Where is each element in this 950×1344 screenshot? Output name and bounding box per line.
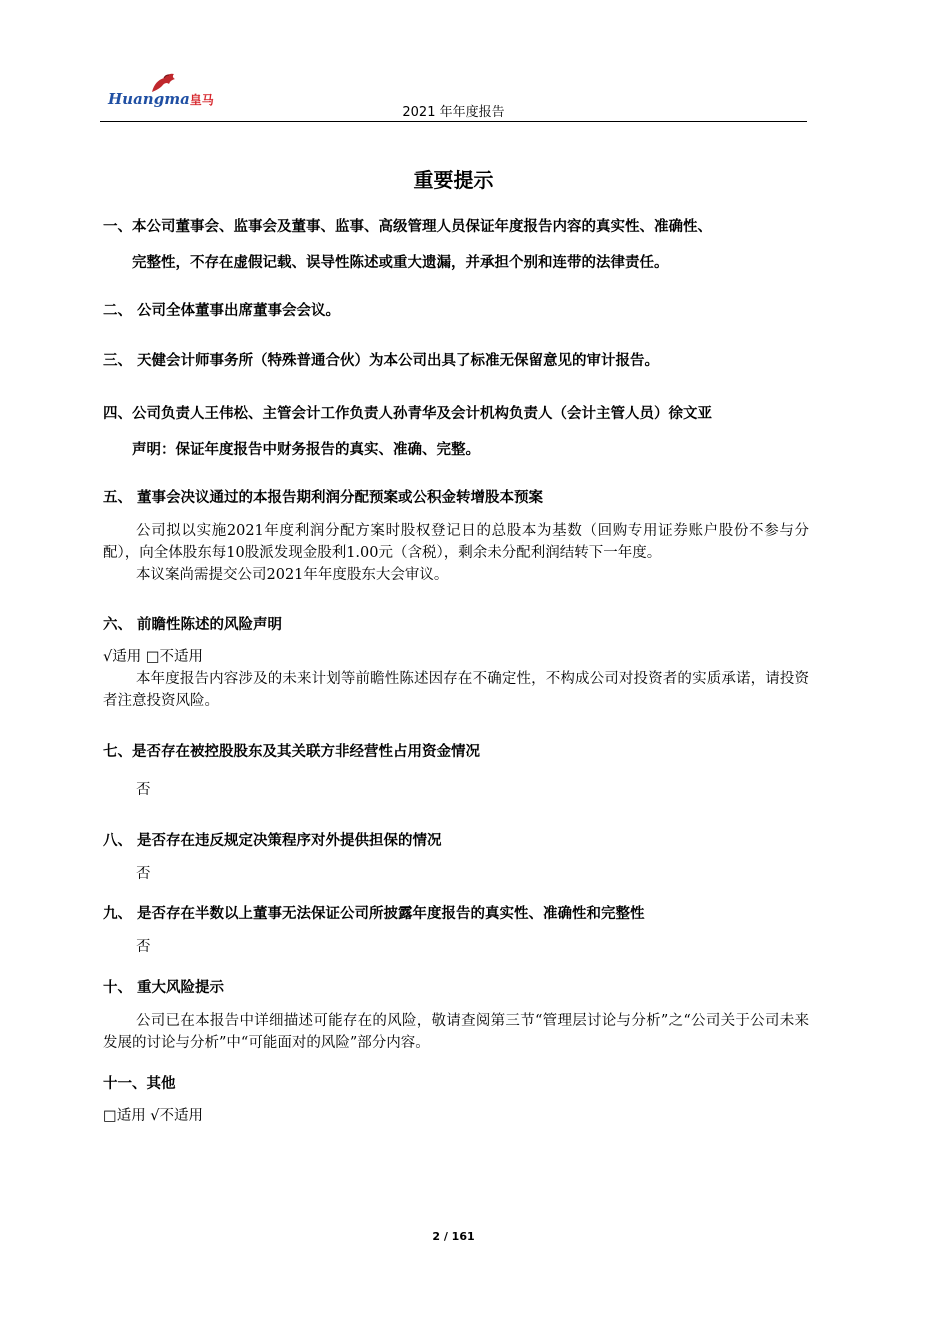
header-divider (100, 121, 807, 122)
section-8-heading: 八、 是否存在违反规定决策程序对外提供担保的情况 (103, 833, 442, 849)
section-4-heading: 四、公司负责人王伟松、主管会计工作负责人孙青华及会计机构负责人（会计主管人员）徐文亚 声明：保证年度报告中财务报告的真实、准确、完整。 (103, 406, 712, 458)
section-5-paragraph-1: 公司拟以实施2021年度利润分配方案时股权登记日的总股本为基数（回购专用证券账户股份不参与分配），向全体股东每10股派发现金股利1.00元（含税），剩余未分配利润结转下一年度。 (103, 523, 809, 561)
section-9-answer: 否 (136, 939, 151, 955)
report-header-title: 2021 年年度报告 (402, 105, 505, 120)
page-number: 2 / 161 (432, 1230, 475, 1243)
section-7-answer: 否 (136, 782, 151, 798)
section-2-heading: 二、 公司全体董事出席董事会会议。 (103, 303, 341, 319)
section-10-heading: 十、 重大风险提示 (103, 980, 225, 996)
logo-wordmark: Huangma皇马 (108, 90, 214, 108)
section-10-paragraph: 公司已在本报告中详细描述可能存在的风险，敬请查阅第三节“管理层讨论与分析”之“公司关于公司未来发展的讨论与分析”中“可能面对的风险”部分内容。 (103, 1013, 809, 1051)
section-3-heading: 三、 天健会计师事务所（特殊普通合伙）为本公司出具了标准无保留意见的审计报告。 (103, 353, 660, 369)
section-5-heading: 五、 董事会决议通过的本报告期利润分配预案或公积金转增股本预案 (103, 490, 544, 506)
section-11-heading: 十一、其他 (103, 1076, 176, 1092)
section-6-paragraph: 本年度报告内容涉及的未来计划等前瞻性陈述因存在不确定性，不构成公司对投资者的实质承诺，请投资者注意投资风险。 (103, 671, 809, 709)
section-5-paragraph-2: 本议案尚需提交公司2021年年度股东大会审议。 (136, 567, 449, 583)
section-11-applicability: □适用 √不适用 (103, 1108, 204, 1124)
section-8-answer: 否 (136, 866, 151, 882)
section-9-heading: 九、 是否存在半数以上董事无法保证公司所披露年度报告的真实性、准确性和完整性 (103, 906, 645, 922)
section-1-heading: 一、本公司董事会、监事会及董事、监事、高级管理人员保证年度报告内容的真实性、准确性、 完整性，不存在虚假记载、误导性陈述或重大遗漏，并承担个别和连带的法律责任。 (103, 219, 712, 271)
section-6-applicability: √适用 □不适用 (103, 649, 204, 665)
page-title: 重要提示 (413, 168, 494, 192)
section-6-heading: 六、 前瞻性陈述的风险声明 (103, 617, 283, 633)
section-7-heading: 七、是否存在被控股股东及其关联方非经营性占用资金情况 (103, 744, 480, 760)
